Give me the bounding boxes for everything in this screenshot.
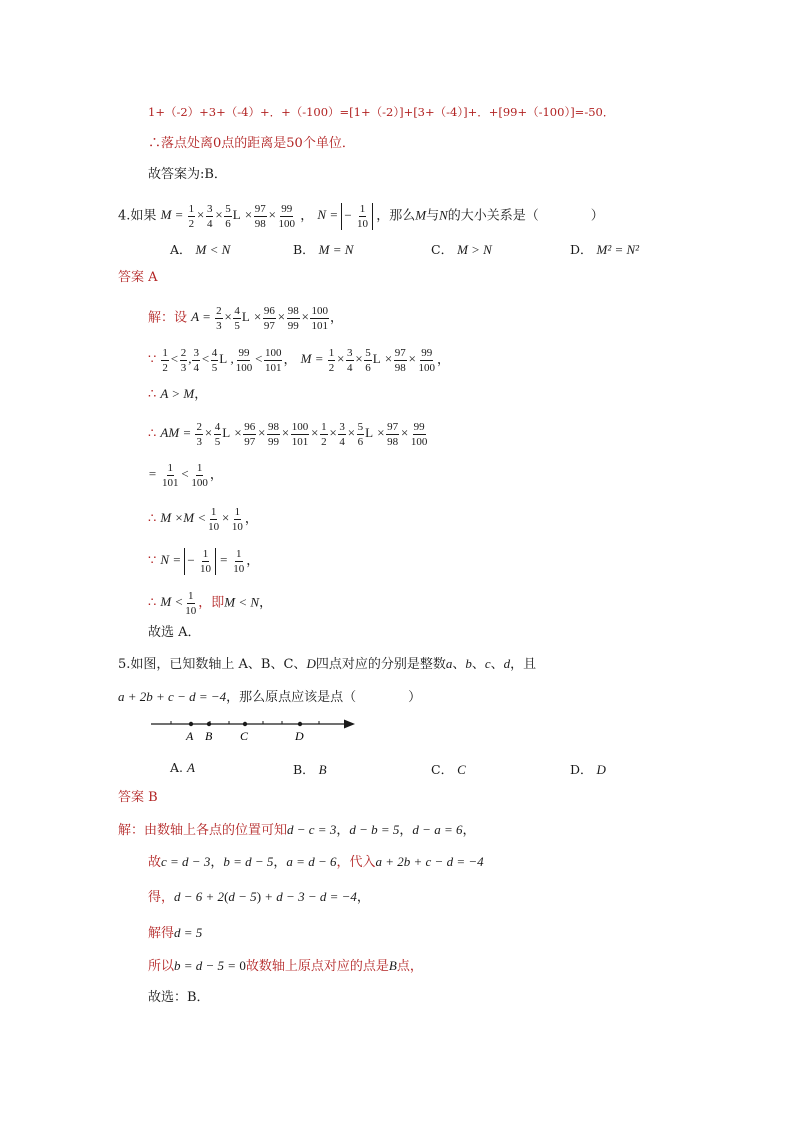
q4-tail: 的大小关系是（ ） (447, 208, 604, 224)
q4-option-b[interactable]: B． M = N (293, 242, 354, 257)
sum-line: 1+（-2）+3+（-4）+．+（-100）=[1+（-2）]+[3+（-4）]+．+[99+（-100）]=-50． (148, 105, 615, 119)
q4-option-d[interactable]: D． M² = N² (570, 242, 640, 257)
label-b: B (205, 729, 213, 743)
q4-n-def: N = − $\frac{1}{10}$ (317, 207, 376, 222)
q5-answer-label: 答案 B (118, 790, 158, 805)
q4-chosen: 故选 A． (148, 625, 201, 640)
point-a (189, 722, 193, 726)
q5-sol-3: 得，d − 6 + 2(d − 5) + d − 3 − d = −4， (148, 889, 370, 905)
q4-lead: 如果 (130, 208, 157, 224)
q5-sol-5: 所以b = d − 5 = 0故数轴上原点对应的点是B点， (148, 958, 423, 974)
q5-option-c[interactable]: C． C (431, 762, 466, 777)
number-line (145, 712, 365, 746)
q4-mid: ，那么 (376, 208, 416, 224)
label-d: D (295, 729, 304, 743)
q5-option-d[interactable]: D． D (570, 762, 606, 777)
point-c (243, 722, 247, 726)
q4-m-def: M = $\frac{1}{2}$ × $\frac{3}{4}$ × $\frac{5}{6}$ L × $\frac{97}{98}$ × $\frac{99}{100}$ (160, 203, 295, 230)
q4-sol-7: ∵ N = − $\frac{1}{10}$ = $\frac{1}{10}$ ， (148, 548, 260, 575)
q5-sol-1: 解：由数轴上各点的位置可知d − c = 3，d − b = 5，d − a = 6， (118, 822, 476, 838)
q4-sol-1: 解：设 A = $\frac{2}{3}$ × $\frac{4}{5}$ L × $\frac{96}{97}$ × $\frac{98}{99}$ × $\frac{100}{101}$ ， (148, 305, 343, 332)
label-a: A (186, 729, 194, 743)
q5-chosen: 故选：B． (148, 990, 210, 1005)
q4-sol-8: ∴ M < $\frac{1}{10}$ ，即M < N， (148, 590, 273, 617)
q5-option-b[interactable]: B． B (293, 762, 327, 777)
label-c: C (240, 729, 249, 743)
q4-number: 4. (118, 208, 131, 224)
q4-sol-5: = $\frac{1}{101}$ < $\frac{1}{100}$ ， (148, 462, 223, 489)
q4-sol-4: ∴ AM = $\frac{2}{3}$ × $\frac{4}{5}$ L × $\frac{96}{97}$ × $\frac{98}{99}$ × $\frac{100}{101}$ × $\frac{1}{2}$ × $\frac{3}{4}$ × $\frac{5}{6}$ L × $\frac{97}{98}$ × $\frac{99}{100}$ (148, 421, 428, 448)
q4-option-c[interactable]: C． M > N (431, 242, 492, 257)
q4-sol-2: ∵ $\frac{1}{2}$ < $\frac{2}{3}$ , $\frac{3}{4}$ < $\frac{4}{5}$ L , $\frac{99}{100}$ < $\frac{100}{101}$ ， M = $\frac{1}{2}$ × $\frac{3}{4}$ × $\frac{5}{6}$ L × $\frac{97}{98}$ × $\frac{99}{100}$ ， (148, 347, 451, 374)
q5-stem-2: a + 2b + c − d = −4，那么原点应该是点（ ） (118, 689, 422, 705)
point-d (298, 722, 302, 726)
q5-sol-2: 故c = d − 3，b = d − 5，a = d − 6，代入a + 2b + c − d = −4 (148, 854, 484, 870)
q4-stem: 4.如果 M = $\frac{1}{2}$ × $\frac{3}{4}$ × $\frac{5}{6}$ L × $\frac{97}{98}$ × $\frac{99}{100}$ ， N = − $\frac{1}{10}$ ，那么M与N的大小关系是（ ） (118, 203, 604, 230)
q4-answer-label: 答案 A (118, 270, 158, 285)
q5-option-a[interactable]: A. A (170, 760, 195, 775)
point-b (207, 722, 211, 726)
distance-line: ∴落点处离0点的距离是50个单位． (148, 136, 355, 151)
answer-line: 故答案为:B． (148, 167, 227, 182)
q4-sol-3: ∴ A > M， (148, 386, 208, 402)
q5-stem-1: 5.如图，已知数轴上 A、B、C、D四点对应的分别是整数a、b、c、d，且 (118, 656, 537, 672)
q4-sol-6: ∴ M ×M < $\frac{1}{10}$ × $\frac{1}{10}$ ， (148, 506, 258, 533)
q5-sol-4: 解得d = 5 (148, 925, 203, 941)
q4-option-a[interactable]: A． M < N (170, 242, 231, 257)
